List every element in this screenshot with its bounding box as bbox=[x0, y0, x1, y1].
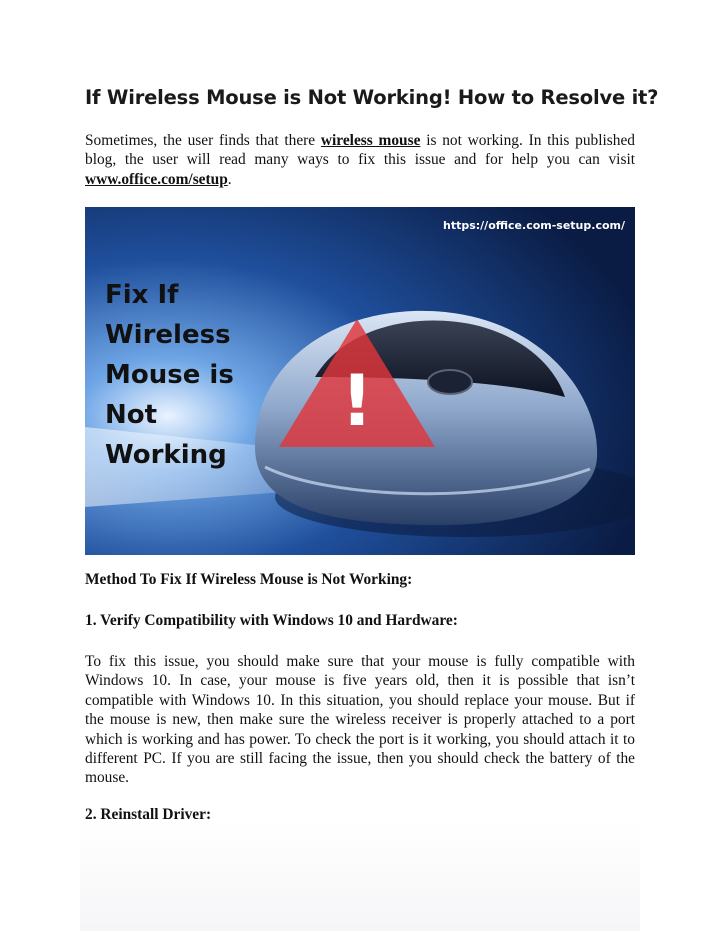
hero-url-watermark: https://office.com-setup.com/ bbox=[443, 219, 625, 232]
wireless-mouse-link[interactable]: wireless mouse bbox=[320, 132, 421, 149]
step1-body: To fix this issue, you should make sure that your mouse is fully compatible with Windows 10. In case, your mouse is five years old, then it is possible that isn’t compatible with Windows 10. In this situation, you should replace your mouse. But if the mouse is new, then make sure the wireless receiver is properly attached to a port which is working and has power. To check the port is it working, you should attach it to different PC. If you are still facing the issue, then you should check the battery of the mouse. bbox=[85, 653, 635, 787]
hero-illustration bbox=[85, 207, 635, 555]
intro-text-after: . bbox=[227, 170, 232, 188]
hero-text-line-3: Mouse is bbox=[105, 360, 234, 390]
hero-text-line-2: Wireless bbox=[105, 320, 231, 350]
warning-icon: ! bbox=[341, 360, 373, 442]
intro-text-before: Sometimes, the user finds that there bbox=[85, 132, 321, 149]
step2-heading: 2. Reinstall Driver: bbox=[85, 806, 212, 823]
page-bottom-shade bbox=[80, 820, 640, 931]
intro-paragraph bbox=[85, 131, 635, 189]
hero-image bbox=[85, 207, 635, 555]
office-setup-link[interactable]: www.office.com/setup bbox=[85, 170, 228, 188]
hero-text-line-5: Working bbox=[105, 440, 227, 470]
hero-text-line-4: Not bbox=[105, 400, 158, 430]
page-title: If Wireless Mouse is Not Working! How to Resolve it? bbox=[85, 86, 659, 109]
hero-text-line-1: Fix If bbox=[105, 280, 179, 310]
method-heading: Method To Fix If Wireless Mouse is Not Working: bbox=[85, 571, 413, 588]
step1-heading: 1. Verify Compatibility with Windows 10 and Hardware: bbox=[85, 612, 458, 629]
intro-text-middle: is not working. In this published blog, the user will read many ways to fix this issue and for help you can visit bbox=[85, 132, 636, 169]
